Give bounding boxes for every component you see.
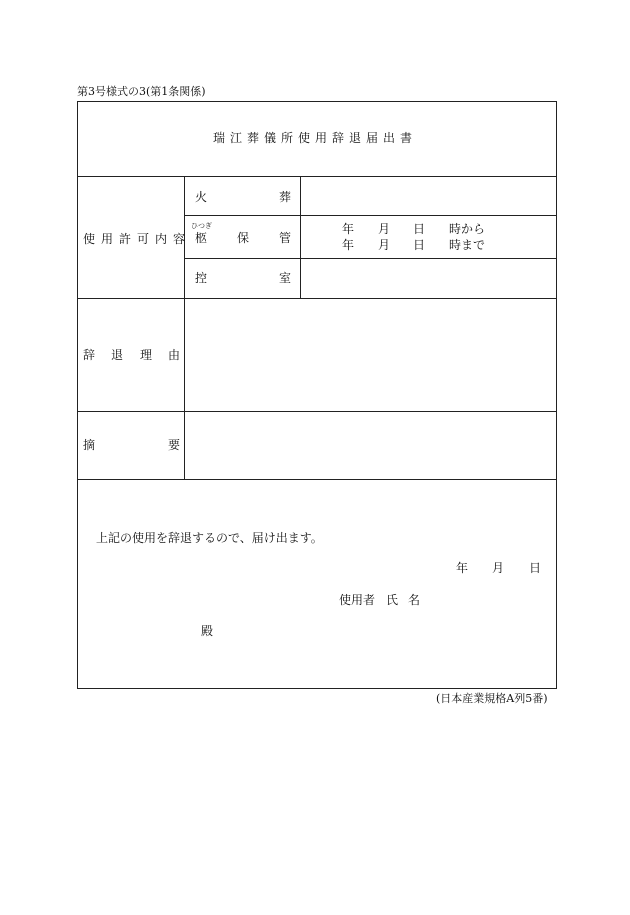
coffin-start-year: 年 — [342, 222, 355, 236]
reason-label-char-1: 辞 — [83, 348, 96, 362]
user-label: 使用者 — [339, 593, 376, 607]
declaration-day: 日 — [529, 561, 542, 575]
outer-left-border — [77, 101, 78, 689]
addressee-suffix: 殿 — [201, 624, 214, 638]
coffin-ruby: ひつぎ — [191, 222, 212, 230]
reason-label-char-3: 理 — [140, 348, 153, 362]
outer-right-border — [556, 101, 557, 689]
coffin-end-day: 日 — [413, 238, 426, 252]
coffin-start-month: 月 — [378, 222, 391, 236]
waiting-room-label-char-1: 控 — [195, 271, 208, 285]
coffin-label-char-1: 柩 — [195, 231, 208, 245]
coffin-end-time: 時まで — [449, 238, 486, 252]
divider-usage-bottom — [77, 298, 557, 299]
cremation-label-char-2: 葬 — [279, 190, 292, 204]
name-label-char-1: 氏 — [386, 593, 399, 607]
waiting-room-label-char-2: 室 — [279, 271, 292, 285]
coffin-end-year: 年 — [342, 238, 355, 252]
outer-bottom-border — [77, 688, 557, 689]
outer-top-border — [77, 101, 557, 102]
coffin-end-month: 月 — [378, 238, 391, 252]
divider-label-column — [184, 176, 185, 480]
paper-size-note: (日本産業規格A列5番) — [436, 692, 548, 705]
divider-item-column — [300, 176, 301, 299]
summary-label-char-1: 摘 — [83, 438, 96, 452]
declaration-year: 年 — [456, 561, 469, 575]
divider-cremation-bottom — [185, 215, 557, 216]
divider-summary-bottom — [77, 479, 557, 480]
declaration-month: 月 — [492, 561, 505, 575]
form-number: 第3号様式の3(第1条関係) — [77, 85, 206, 98]
form-title: 瑞江葬儀所使用辞退届出書 — [213, 131, 418, 145]
cremation-label-char-1: 火 — [195, 190, 208, 204]
coffin-label-char-3: 管 — [279, 231, 292, 245]
coffin-start-time: 時から — [449, 222, 486, 236]
name-label-char-2: 名 — [408, 593, 421, 607]
divider-coffin-bottom — [185, 258, 557, 259]
declaration-text: 上記の使用を辞退するので、届け出ます。 — [96, 531, 323, 545]
summary-label-char-2: 要 — [168, 438, 181, 452]
reason-label-char-2: 退 — [111, 348, 124, 362]
divider-title-bottom — [77, 176, 557, 177]
divider-reason-bottom — [77, 411, 557, 412]
usage-permission-label: 使用許可内容 — [83, 232, 192, 246]
coffin-label-char-2: 保 — [237, 231, 250, 245]
coffin-start-day: 日 — [413, 222, 426, 236]
reason-label-char-4: 由 — [168, 348, 181, 362]
